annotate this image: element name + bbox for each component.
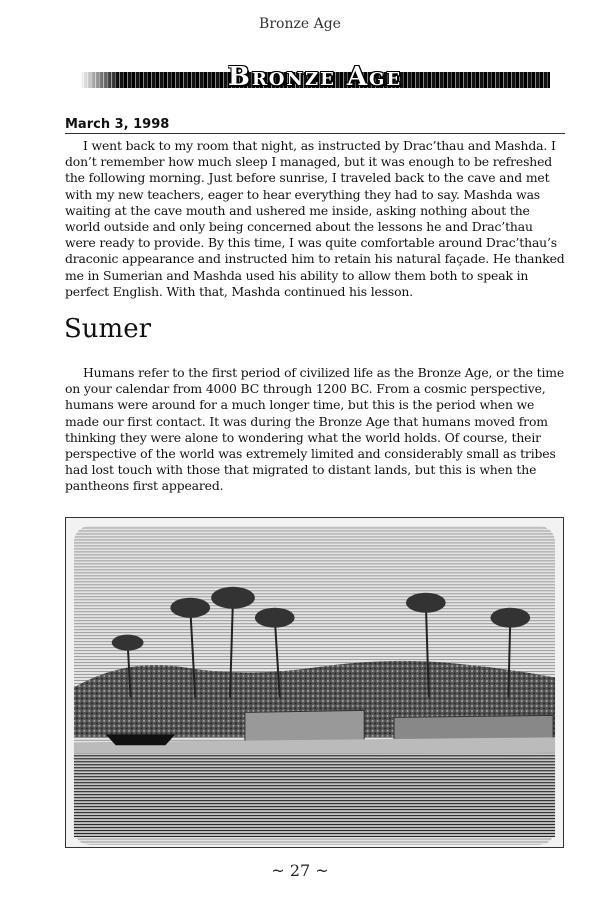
section-paragraph: Humans refer to the first period of civilized life as the Bronze Age, or the time on your calendar from 4000 BC through 1200 BC. From a cosmic perspective, humans were around for a much longer time, but this is the period when we made our first contact. It was during the Bronze Age that humans moved from thinking they were alone to wondering what the world holds. Of course, their perspective of the world was extremely limited and considerably small as tribes had lost touch with those that migrated to distant lands, but this is when the pantheons first appeared. xyxy=(65,365,565,494)
running-head: Bronze Age xyxy=(259,16,341,32)
river xyxy=(74,753,555,837)
chapter-banner xyxy=(80,62,550,94)
boat xyxy=(106,734,176,745)
page-number: ~ 27 ~ xyxy=(271,861,329,880)
engraving-illustration xyxy=(66,518,563,847)
riverside-engraving-image xyxy=(65,517,564,848)
section-heading: Sumer xyxy=(64,314,152,344)
entry-date-heading: March 3, 1998 xyxy=(65,117,565,134)
chapter-banner-title: Bronze Age xyxy=(227,62,403,92)
entry-paragraph: I went back to my room that night, as instructed by Drac’thau and Mashda. I don’t remember how much sleep I managed, but it was enough to be refreshed the following morning. Just before sunrise, I traveled back to the cave and met with my new teachers, eager to hear everything they had to say. Mashda was waiting at the cave mouth and ushered me inside, asking nothing about the world outside and only being concerned about the lessons he and Drac’thau were ready to provide. By this time, I was quite comfortable around Drac’thau’s draconic appearance and instructed him to retain his natural façade. He thanked me in Sumerian and Mashda used his ability to allow them both to speak in perfect English. With that, Mashda continued his lesson. xyxy=(65,138,565,299)
